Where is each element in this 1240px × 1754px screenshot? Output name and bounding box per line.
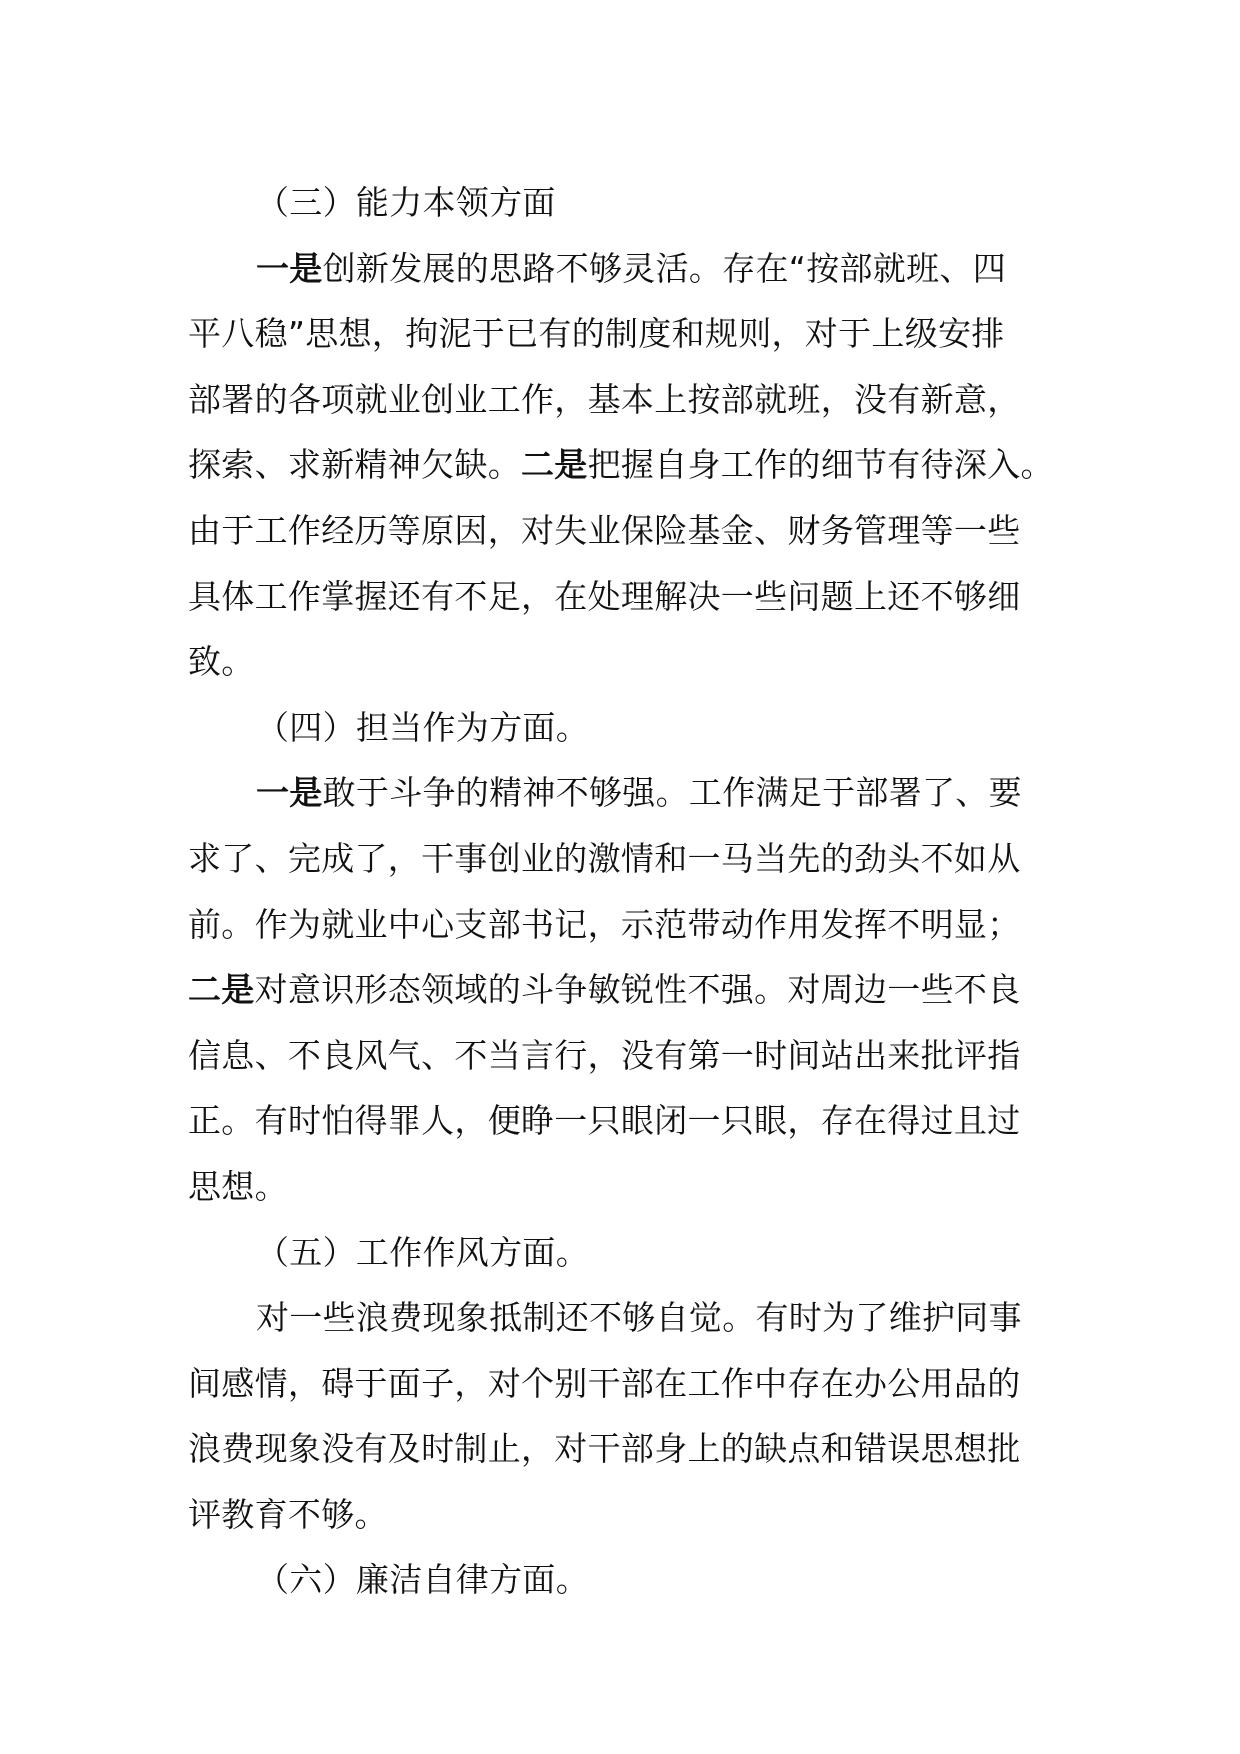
- text-segment: 创新发展的思路不够灵活。存在“按部就班、四: [322, 248, 1007, 288]
- text-segment: 具体工作掌握还有不足，在处理解决一些问题上还不够细: [188, 576, 1021, 616]
- text-line: [188, 695, 1048, 761]
- text-segment: （三）能力本领方面: [256, 183, 556, 222]
- text-segment: 前。作为就业中心支部书记，示范带动作用发挥不明显；: [188, 904, 1021, 944]
- bold-lead-phrase: 一是: [256, 773, 323, 813]
- text-line: [188, 170, 1048, 236]
- text-segment: 浪费现象没有及时制止，对干部身上的缺点和错误思想批: [188, 1429, 1021, 1469]
- text-line: [188, 236, 1048, 302]
- text-segment: 评教育不够。: [188, 1494, 388, 1534]
- text-line: [188, 1023, 1048, 1089]
- text-segment: 间感情，碍于面子，对个别干部在工作中存在办公用品的: [188, 1363, 1021, 1403]
- bold-lead-phrase: 二是: [521, 445, 588, 485]
- text-segment: 思想。: [188, 1166, 288, 1206]
- text-segment: （六）廉洁自律方面。: [256, 1560, 589, 1600]
- text-segment: （四）担当作为方面。: [256, 707, 589, 747]
- text-segment: 由于工作经历等原因，对失业保险基金、财务管理等一些: [188, 510, 1021, 550]
- text-line: [188, 1482, 1048, 1548]
- text-segment: 对一些浪费现象抵制还不够自觉。有时为了维护同事: [256, 1298, 1022, 1338]
- text-line: [188, 629, 1048, 695]
- text-line: [188, 498, 1048, 564]
- text-segment: 平八稳”思想，拘泥于已有的制度和规则，对于上级安排: [188, 314, 1005, 354]
- text-line: [188, 1416, 1048, 1482]
- text-line: [188, 760, 1048, 826]
- text-segment: 把握自身工作的细节有待深入。: [587, 445, 1054, 485]
- text-segment: 对意识形态领域的斗争敏锐性不强。对周边一些不良: [254, 970, 1021, 1010]
- text-segment: 探索、求新精神欠缺。: [188, 445, 521, 485]
- text-line: [188, 1285, 1048, 1351]
- bold-lead-phrase: 一是: [256, 248, 323, 288]
- text-line: [188, 1547, 1048, 1613]
- text-line: [188, 1351, 1048, 1417]
- text-line: [188, 826, 1048, 892]
- text-line: [188, 1154, 1048, 1220]
- text-segment: 信息、不良风气、不当言行，没有第一时间站出来批评指: [188, 1035, 1021, 1075]
- text-line: [188, 301, 1048, 367]
- text-line: [188, 367, 1048, 433]
- text-line: [188, 957, 1048, 1023]
- bold-lead-phrase: 二是: [188, 970, 255, 1010]
- text-segment: 求了、完成了，干事创业的激情和一马当先的劲头不如从: [188, 838, 1021, 878]
- text-segment: 敢于斗争的精神不够强。工作满足于部署了、要: [322, 773, 1022, 813]
- text-line: [188, 1088, 1048, 1154]
- text-segment: （五）工作作风方面。: [256, 1232, 589, 1272]
- text-line: [188, 892, 1048, 958]
- text-line: [188, 1220, 1048, 1286]
- text-segment: 正。有时怕得罪人，便睁一只眼闭一只眼，存在得过且过: [188, 1101, 1021, 1141]
- text-line: [188, 432, 1054, 498]
- text-segment: 致。: [188, 642, 255, 682]
- text-line: [188, 564, 1048, 630]
- document-body: [188, 170, 1054, 1613]
- text-segment: 部署的各项就业创业工作，基本上按部就班，没有新意，: [188, 379, 1021, 419]
